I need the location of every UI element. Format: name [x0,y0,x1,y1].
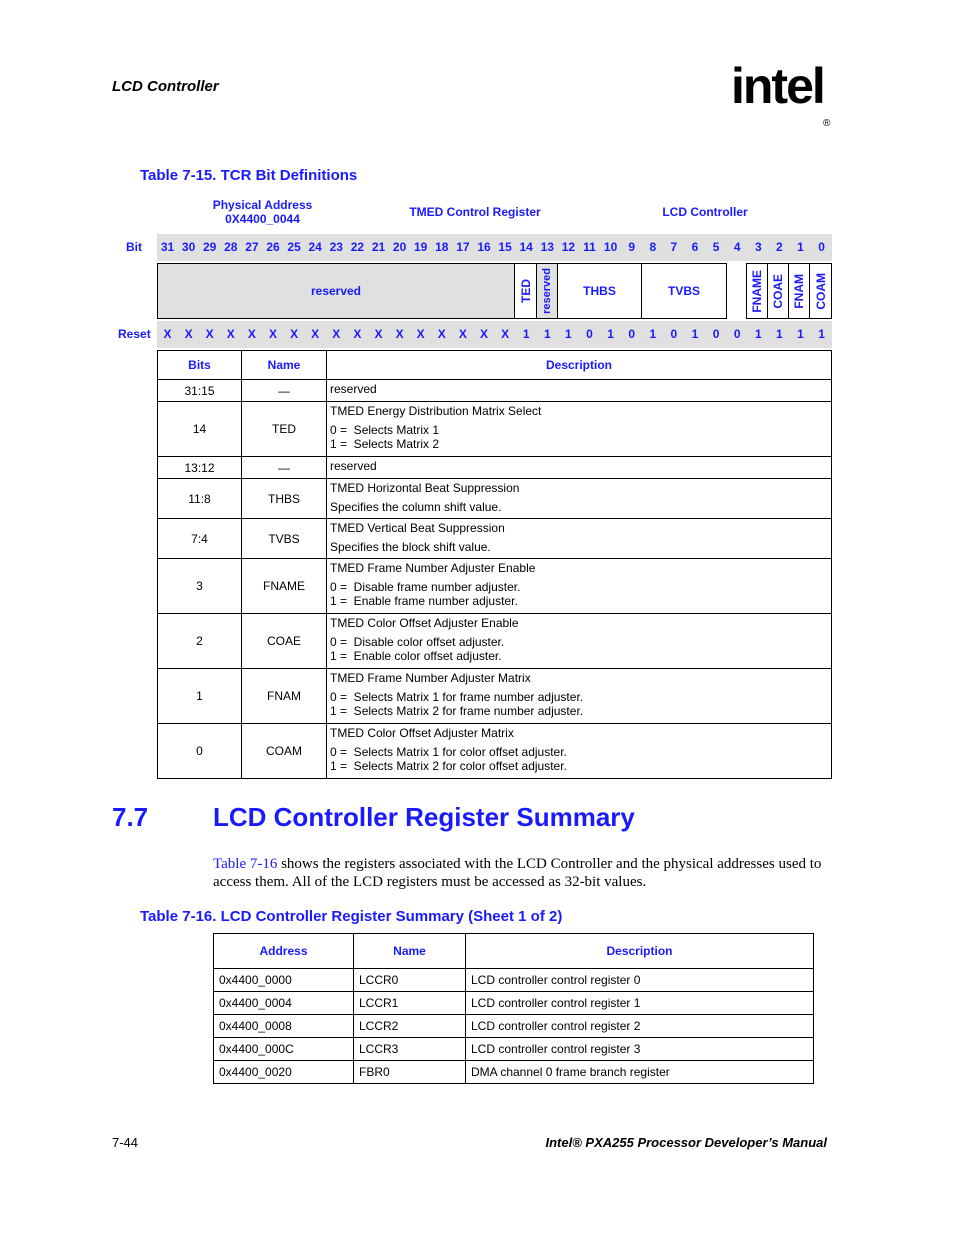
intel-logo-text: intel [731,58,824,114]
field-coam: COAM [809,263,832,319]
description-title: TMED Energy Distribution Matrix Select [330,404,542,418]
bit-number: 12 [561,240,576,254]
col-header-description: Description [466,934,814,969]
table-row [158,669,832,724]
table-row [158,380,832,402]
bit-number: 31 [160,240,175,254]
reset-value: X [268,327,277,341]
table2-caption: Table 7-16. LCD Controller Register Summary (Sheet 1 of 2) [140,908,563,925]
description-title: TMED Horizontal Beat Suppression [330,481,520,495]
description-cell: DMA channel 0 frame branch register [466,1061,814,1084]
register-field-row [157,263,832,321]
reset-value: 0 [628,327,636,341]
field-fnam: FNAM [788,263,810,319]
physical-address-value: 0X4400_0044 [225,212,300,226]
description-line: 0 = Selects Matrix 1 [330,423,440,437]
description-cell [327,724,832,779]
name-cell: TED [242,402,327,457]
bits-cell: 0 [158,724,242,779]
bits-cell: 1 [158,669,242,724]
name-cell: LCCR3 [354,1038,466,1061]
description-title: TMED Color Offset Adjuster Enable [330,616,519,630]
bit-number: 16 [477,240,491,254]
field-ted: TED [514,263,537,319]
description-line: 1 = Selects Matrix 2 for frame number adjuster. [330,704,584,718]
reset-value: X [311,327,320,341]
bit-number: 19 [414,240,428,254]
col-header-address: Address [214,934,354,969]
table-header-row [214,934,814,969]
reset-value: X [479,327,488,341]
description-title: TMED Frame Number Adjuster Enable [330,561,536,575]
description-line: 1 = Enable color offset adjuster. [330,649,502,663]
bit-number: 1 [797,240,804,254]
bits-cell: 14 [158,402,242,457]
reset-value: X [247,327,256,341]
col-header-name: Name [242,351,327,380]
description-cell [327,457,832,479]
reset-value: 1 [607,327,614,341]
bit-number: 29 [203,240,217,254]
reset-value: 0 [586,327,593,341]
bit-number: 30 [181,240,196,254]
reset-row-label: Reset [118,327,151,341]
reset-value: 0 [712,327,720,341]
reset-value: X [163,327,172,341]
bit-number: 6 [691,240,699,254]
description-cell [327,519,832,559]
address-cell: 0x4400_000C [214,1038,354,1061]
bit-number: 3 [754,240,762,254]
bit-number: 15 [498,240,512,254]
description-line: 0 = Disable frame number adjuster. [330,580,521,594]
field-coae: COAE [767,263,789,319]
reset-value: X [353,327,362,341]
field-reserved-low: reserved [536,263,558,319]
table-row [214,1015,814,1038]
description-line: 0 = Selects Matrix 1 for color offset adjuster. [330,745,567,759]
reset-value: X [332,327,341,341]
bits-cell: 31:15 [158,380,242,402]
address-cell: 0x4400_0000 [214,969,354,992]
bits-cell: 2 [158,614,242,669]
reset-value: X [205,327,214,341]
field-reserved-high: reserved [157,263,515,319]
bits-cell: 3 [158,559,242,614]
reset-value: X [437,327,446,341]
reset-value: 0 [733,327,741,341]
table-row [214,1038,814,1061]
description-line: Specifies the column shift value. [330,500,502,514]
table-row [158,559,832,614]
table-row [214,969,814,992]
bit-number: 17 [456,240,470,254]
reset-value: X [501,327,510,341]
name-cell: TVBS [242,519,327,559]
register-summary-table [213,933,814,1084]
paragraph-text: shows the registers associated with the LCD Controller and the physical addresses used to access them. All of the LCD registers must be accessed as 32-bit values. [213,856,822,890]
reset-value: X [374,327,383,341]
description-cell [327,402,832,457]
reset-value: X [416,327,425,341]
name-cell: — [242,457,327,479]
bits-cell: 7:4 [158,519,242,559]
reset-value: 1 [797,327,804,341]
reset-value: X [395,327,404,341]
bit-number: 2 [776,240,783,254]
col-header-description: Description [327,351,832,380]
address-cell: 0x4400_0004 [214,992,354,1015]
reset-value: 1 [649,327,657,341]
reset-value: X [184,327,193,341]
description-line: 0 = Selects Matrix 1 for frame number adjuster. [330,690,584,704]
description-title: TMED Frame Number Adjuster Matrix [330,671,531,685]
bit-number: 23 [329,240,343,254]
description-cell [327,614,832,669]
description-cell [327,479,832,519]
name-cell: COAE [242,614,327,669]
description-line: 1 = Selects Matrix 2 [330,437,440,451]
table-row [158,479,832,519]
description-line: 1 = Enable frame number adjuster. [330,594,518,608]
name-cell: — [242,380,327,402]
bit-number: 14 [519,240,533,254]
table-row [214,992,814,1015]
description-line: Specifies the block shift value. [330,540,491,554]
bit-row-label: Bit [126,240,142,254]
bit-number: 0 [818,240,825,254]
bit-number: 11 [583,240,596,254]
page-number: 7-44 [112,1135,139,1150]
register-name: TMED Control Register [409,205,541,219]
register-unit: LCD Controller [662,205,748,219]
description-cell: LCD controller control register 2 [466,1015,814,1038]
description-cell [327,559,832,614]
name-cell: LCCR2 [354,1015,466,1038]
description-title: TMED Color Offset Adjuster Matrix [330,726,514,740]
bit-number: 22 [350,240,365,254]
physical-address-label: Physical Address [212,198,313,212]
physical-address-block [205,198,320,226]
table-row [158,519,832,559]
description-cell: LCD controller control register 3 [466,1038,814,1061]
name-cell: FBR0 [354,1061,466,1084]
table-row [158,724,832,779]
reset-value: X [458,327,467,341]
name-cell: LCCR1 [354,992,466,1015]
name-cell: FNAME [242,559,327,614]
reset-value: X [290,327,299,341]
description-cell [327,380,832,402]
intel-logo [731,56,831,129]
table1-caption: Table 7-15. TCR Bit Definitions [140,167,358,184]
table-link[interactable]: Table 7-16 [213,856,278,872]
reset-value: 1 [776,327,783,341]
reset-value: 1 [543,327,551,341]
description-title: reserved [330,382,377,396]
table-row [158,402,832,457]
bit-number: 4 [733,240,741,254]
table-row [158,457,832,479]
bit-number: 27 [245,240,259,254]
reset-value: 1 [691,327,699,341]
header-section: LCD Controller [112,78,219,95]
name-cell: COAM [242,724,327,779]
tcr-bit-table [157,350,832,779]
bit-number: 25 [287,240,301,254]
manual-title: Intel® PXA255 Processor Developer’s Manual [545,1135,827,1150]
table-row [158,614,832,669]
bit-number: 9 [628,240,636,254]
name-cell: FNAM [242,669,327,724]
bits-cell: 11:8 [158,479,242,519]
reset-value: 1 [754,327,762,341]
section-number: 7.7 [112,802,149,832]
reset-value: 1 [818,327,825,341]
address-cell: 0x4400_0008 [214,1015,354,1038]
description-cell: LCD controller control register 1 [466,992,814,1015]
bit-number: 13 [540,240,554,254]
name-cell: THBS [242,479,327,519]
address-cell: 0x4400_0020 [214,1061,354,1084]
reset-value-row [157,321,832,348]
field-tvbs: TVBS [641,263,727,319]
bit-number: 26 [266,240,280,254]
bits-cell: 13:12 [158,457,242,479]
registered-icon: ® [823,118,831,129]
name-cell: LCCR0 [354,969,466,992]
bit-number: 24 [308,240,322,254]
field-thbs: THBS [557,263,642,319]
description-line: 1 = Selects Matrix 2 for color offset adjuster. [330,759,567,773]
col-header-name: Name [354,934,466,969]
table-header-row [158,351,832,380]
bit-number-row [157,234,832,261]
reset-value: 0 [670,327,678,341]
bit-number: 21 [371,240,386,254]
description-cell: LCD controller control register 0 [466,969,814,992]
reset-value: 1 [565,327,572,341]
bit-number: 18 [435,240,449,254]
table-row [214,1061,814,1084]
bit-number: 5 [712,240,720,254]
description-line: 0 = Disable color offset adjuster. [330,635,505,649]
bit-number: 10 [603,240,618,254]
bit-number: 28 [224,240,238,254]
description-title: reserved [330,459,377,473]
bit-number: 20 [392,240,407,254]
bit-number: 7 [670,240,678,254]
field-fname: FNAME [746,263,768,319]
bit-number: 8 [649,240,657,254]
section-paragraph [213,855,833,891]
reset-value: X [226,327,235,341]
description-title: TMED Vertical Beat Suppression [330,521,505,535]
description-cell [327,669,832,724]
col-header-bits: Bits [158,351,242,380]
reset-value: 1 [522,327,530,341]
section-title: LCD Controller Register Summary [213,802,635,832]
